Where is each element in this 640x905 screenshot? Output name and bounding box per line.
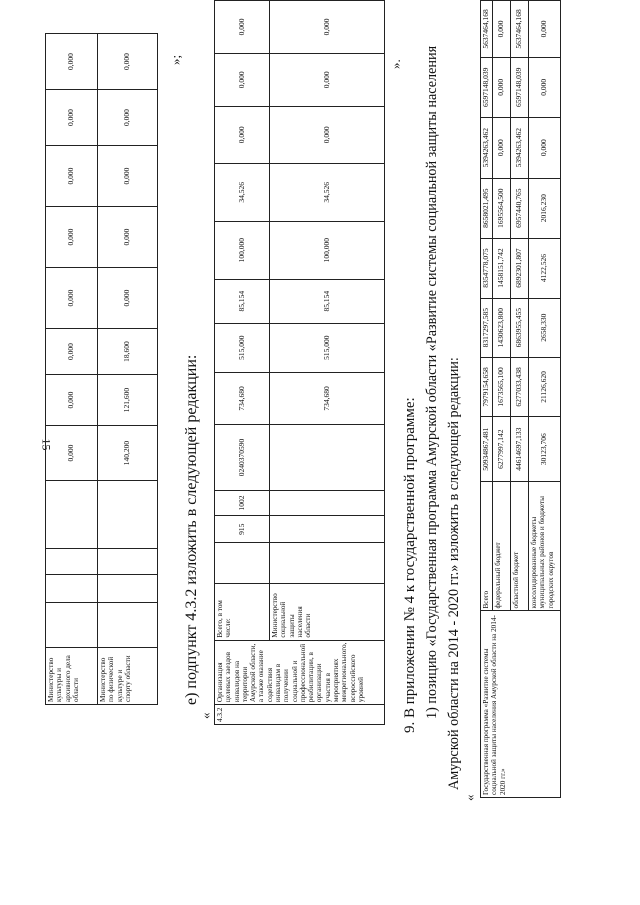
value-cell: 100,000 — [215, 221, 270, 279]
value-cell: 0,000 — [46, 207, 98, 268]
value-cell: 0,000 — [215, 1, 270, 54]
value-cell: 0,000 — [270, 1, 385, 54]
value-cell: 0,000 — [493, 57, 511, 117]
table-row — [98, 34, 158, 705]
opening-quote: « — [462, 794, 477, 801]
table-subpoint-4-3-2 — [214, 0, 385, 725]
value-cell: 121,600 — [98, 375, 158, 426]
value-cell: 0,000 — [46, 426, 98, 481]
table-row — [481, 1, 493, 798]
value-cell: 0,000 — [529, 1, 561, 58]
value-cell: 0,000 — [46, 329, 98, 375]
table-row — [215, 1, 270, 725]
value-cell: 0,000 — [493, 1, 511, 58]
value-cell: 34,526 — [215, 163, 270, 221]
value-cell: 4122,526 — [529, 238, 561, 298]
value-cell: 734,680 — [270, 372, 385, 425]
value-cell: 515,000 — [215, 323, 270, 372]
value-cell: 0,000 — [98, 34, 158, 90]
table-row — [270, 1, 385, 725]
paragraph-1-line-2: Амурской области на 2014 - 2020 гг.» изложить в следующей редакции: — [446, 357, 462, 790]
value-cell: 0,000 — [270, 53, 385, 106]
value-cell: 0,000 — [98, 268, 158, 329]
value-cell: 21126,620 — [529, 357, 561, 416]
value-cell: 6892301,807 — [511, 238, 529, 298]
value-cell: 0,000 — [46, 146, 98, 207]
value-cell: 2658,330 — [529, 298, 561, 357]
value-cell: 0,000 — [215, 53, 270, 106]
org-name: Министерство по физической культуре и спорту области — [98, 648, 158, 705]
value-cell: 5637464,168 — [481, 1, 493, 58]
closing-quote: ». — [388, 59, 403, 69]
value-cell: 85,154 — [215, 279, 270, 323]
value-cell: 1673565,100 — [493, 357, 511, 416]
row-label: Всего — [481, 482, 493, 611]
row-label: консолидированные бюджеты муниципальных районов и бюджеты городских округов — [529, 482, 561, 611]
code-cell: 915 — [215, 516, 270, 543]
value-cell: 0,000 — [270, 106, 385, 163]
value-cell: 6597148,039 — [511, 57, 529, 117]
value-cell: 6957440,765 — [511, 178, 529, 238]
item-number: 4.3.2 — [215, 705, 385, 725]
row-label: федеральный бюджет — [493, 482, 511, 611]
value-cell: 0,000 — [215, 106, 270, 163]
table-continuation — [45, 33, 158, 705]
value-cell: 6277033,438 — [511, 357, 529, 416]
value-cell: 6597148,039 — [481, 57, 493, 117]
value-cell: 0,000 — [98, 90, 158, 146]
value-cell: 7979154,658 — [481, 357, 493, 416]
value-cell: 8354778,075 — [481, 238, 493, 298]
value-cell: 44614697,133 — [511, 416, 529, 482]
paragraph-9: 9. В приложении № 4 к государственной программе: — [402, 397, 418, 733]
code-cell — [270, 490, 385, 515]
value-cell: 85,154 — [270, 279, 385, 323]
org-name: Всего, в том числе: — [215, 584, 270, 640]
measure-title: Организация целевых заездов инвалидов на территории Амурской области, а также оказание содействия инвалидам в получении социальной и профессиональной реабилитации, в организации участия в мероприятиях межрегионального, всероссийского уровней — [215, 640, 385, 704]
value-cell: 5394263,462 — [481, 117, 493, 178]
code-cell — [270, 516, 385, 543]
value-cell: 50934867,481 — [481, 416, 493, 482]
value-cell: 0,000 — [529, 57, 561, 117]
value-cell: 1430623,800 — [493, 298, 511, 357]
value-cell: 6863955,455 — [511, 298, 529, 357]
paragraph-e: е) подпункт 4.3.2 изложить в следующей редакции: — [183, 354, 200, 705]
value-cell: 2016,230 — [529, 178, 561, 238]
value-cell: 0,000 — [46, 268, 98, 329]
table-row — [46, 34, 98, 705]
value-cell: 18,600 — [98, 329, 158, 375]
page-number: 15 — [39, 438, 54, 451]
value-cell: 0,000 — [46, 90, 98, 146]
table-state-program — [480, 0, 561, 798]
row-label: областной бюджет — [511, 482, 529, 611]
value-cell: 8317297,585 — [481, 298, 493, 357]
code-cell: 1002 — [215, 490, 270, 515]
value-cell: 734,680 — [215, 372, 270, 425]
org-name: Министерство социальной защиты населения области — [270, 584, 385, 640]
value-cell: 0,000 — [98, 207, 158, 268]
value-cell: 100,000 — [270, 221, 385, 279]
value-cell: 0,000 — [46, 34, 98, 90]
code-cell — [270, 425, 385, 491]
value-cell: 6277997,142 — [493, 416, 511, 482]
value-cell: 1695564,500 — [493, 178, 511, 238]
value-cell: 1458151,742 — [493, 238, 511, 298]
value-cell: 5394263,462 — [511, 117, 529, 178]
value-cell: 8658021,495 — [481, 178, 493, 238]
value-cell: 140,200 — [98, 426, 158, 481]
value-cell: 0,000 — [493, 117, 511, 178]
value-cell: 30123,706 — [529, 416, 561, 482]
value-cell: 0,000 — [529, 117, 561, 178]
program-title: Государственная программа «Развитие системы социальной защиты населения Амурской области на 2014-2020 гг.» — [481, 611, 561, 798]
opening-quote: « — [198, 712, 213, 719]
paragraph-1-line-1: 1) позицию «Государственная программа Амурской области «Развитие системы социальной защиты населения — [424, 45, 440, 719]
org-name: Министерство культуры и архивного дела области — [46, 648, 98, 705]
value-cell: 515,000 — [270, 323, 385, 372]
value-cell: 34,526 — [270, 163, 385, 221]
value-cell: 5637464,168 — [511, 1, 529, 58]
code-cell: 0240370590 — [215, 425, 270, 491]
closing-quote: »; — [168, 54, 183, 65]
value-cell: 0,000 — [46, 375, 98, 426]
value-cell: 0,000 — [98, 146, 158, 207]
